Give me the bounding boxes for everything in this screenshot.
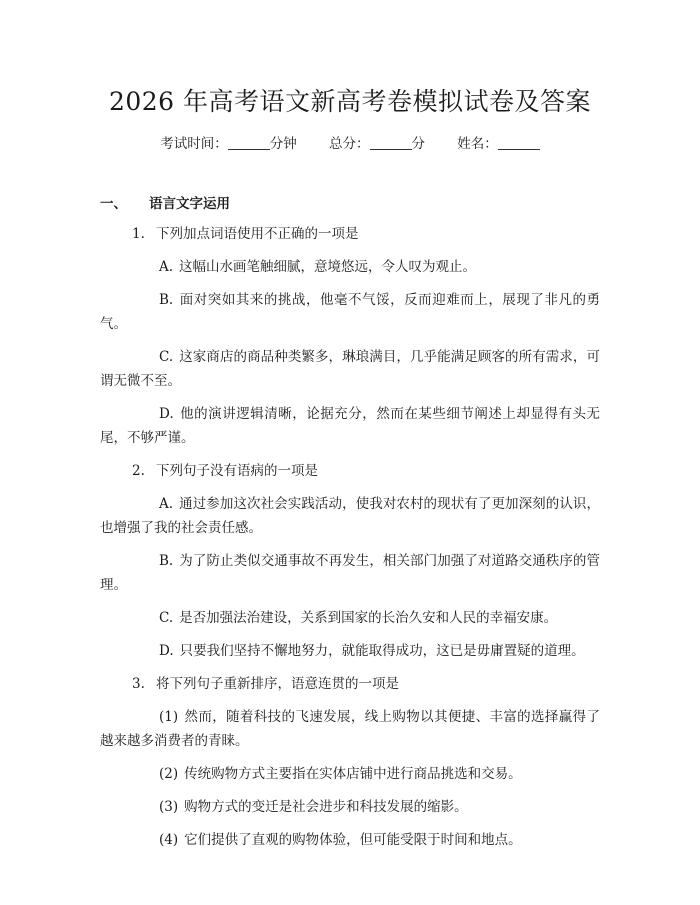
answer-option <box>100 255 600 279</box>
total-score-field <box>329 132 425 152</box>
sentence-item <box>100 795 600 819</box>
name-blank <box>498 137 540 150</box>
answer-option <box>100 402 600 450</box>
question-text: 下列句子没有语病的一项是 <box>156 463 318 479</box>
sentence-label: (4) <box>159 832 179 848</box>
sentence-text: 它们提供了直观的购物体验，但可能受限于时间和地点。 <box>184 832 522 848</box>
name-field <box>457 132 540 152</box>
sentence-text: 然而，随着科技的飞速发展，线上购物以其便捷、丰富的选择赢得了越来越多消费者的青睐。 <box>100 709 600 749</box>
answer-option <box>100 345 600 393</box>
sentence-item <box>100 705 600 753</box>
section-heading <box>100 192 230 212</box>
section-title: 语言文字运用 <box>149 196 230 212</box>
sentence-label: (2) <box>159 766 179 782</box>
answer-option <box>100 606 600 630</box>
questions-content <box>100 222 600 861</box>
option-label: A. <box>159 259 174 275</box>
option-text: 这家商店的商品种类繁多，琳琅满目，几乎能满足顾客的所有需求，可谓无微不至。 <box>100 349 600 389</box>
option-text: 是否加强法治建设，关系到国家的长治久安和人民的幸福安康。 <box>179 610 558 626</box>
sentence-item <box>100 828 600 852</box>
option-label: C. <box>159 349 174 365</box>
question-stem <box>100 672 600 696</box>
total-score-unit: 分 <box>411 136 425 152</box>
name-label: 姓名： <box>457 136 498 152</box>
option-label: B. <box>159 292 174 308</box>
option-label: A. <box>159 496 174 512</box>
total-score-label: 总分： <box>329 136 370 152</box>
section-number: 一、 <box>100 196 127 212</box>
option-label: D. <box>159 643 174 659</box>
question-number: 3. <box>132 676 145 692</box>
answer-option <box>100 288 600 336</box>
option-text: 这幅山水画笔触细腻，意境悠远，令人叹为观止。 <box>179 259 477 275</box>
exam-time-unit: 分钟 <box>269 136 297 152</box>
sentence-label: (3) <box>159 799 179 815</box>
sentence-item <box>100 762 600 786</box>
answer-option <box>100 639 600 663</box>
question-stem <box>100 222 600 246</box>
question-text: 下列加点词语使用不正确的一项是 <box>156 226 359 242</box>
option-text: 通过参加这次社会实践活动，使我对农村的现状有了更加深刻的认识，也增强了我的社会责任感。 <box>100 496 600 536</box>
option-label: C. <box>159 610 174 626</box>
option-text: 只要我们坚持不懈地努力，就能取得成功，这已是毋庸置疑的道理。 <box>179 643 585 659</box>
exam-info-line <box>0 132 700 152</box>
question-stem <box>100 459 600 483</box>
option-text: 他的演讲逻辑清晰，论据充分，然而在某些细节阐述上却显得有头无尾，不够严谨。 <box>100 406 600 446</box>
page-title: 2026 年高考语文新高考卷模拟试卷及答案 <box>108 87 592 116</box>
option-text: 面对突如其来的挑战，他毫不气馁，反而迎难而上，展现了非凡的勇气。 <box>100 292 600 332</box>
total-score-blank <box>370 137 412 150</box>
question-number: 2. <box>132 463 145 479</box>
option-label: B. <box>159 553 174 569</box>
sentence-text: 购物方式的变迁是社会进步和科技发展的缩影。 <box>184 799 468 815</box>
question-text: 将下列句子重新排序，语意连贯的一项是 <box>156 676 399 692</box>
exam-time-blank <box>228 137 270 150</box>
option-label: D. <box>159 406 174 422</box>
exam-time-label: 考试时间： <box>160 136 228 152</box>
exam-time-field <box>160 132 297 152</box>
sentence-label: (1) <box>159 709 179 725</box>
answer-option <box>100 492 600 540</box>
question-number: 1. <box>132 226 145 242</box>
option-text: 为了防止类似交通事故不再发生，相关部门加强了对道路交通秩序的管理。 <box>100 553 600 593</box>
answer-option <box>100 549 600 597</box>
sentence-text: 传统购物方式主要指在实体店铺中进行商品挑选和交易。 <box>184 766 522 782</box>
